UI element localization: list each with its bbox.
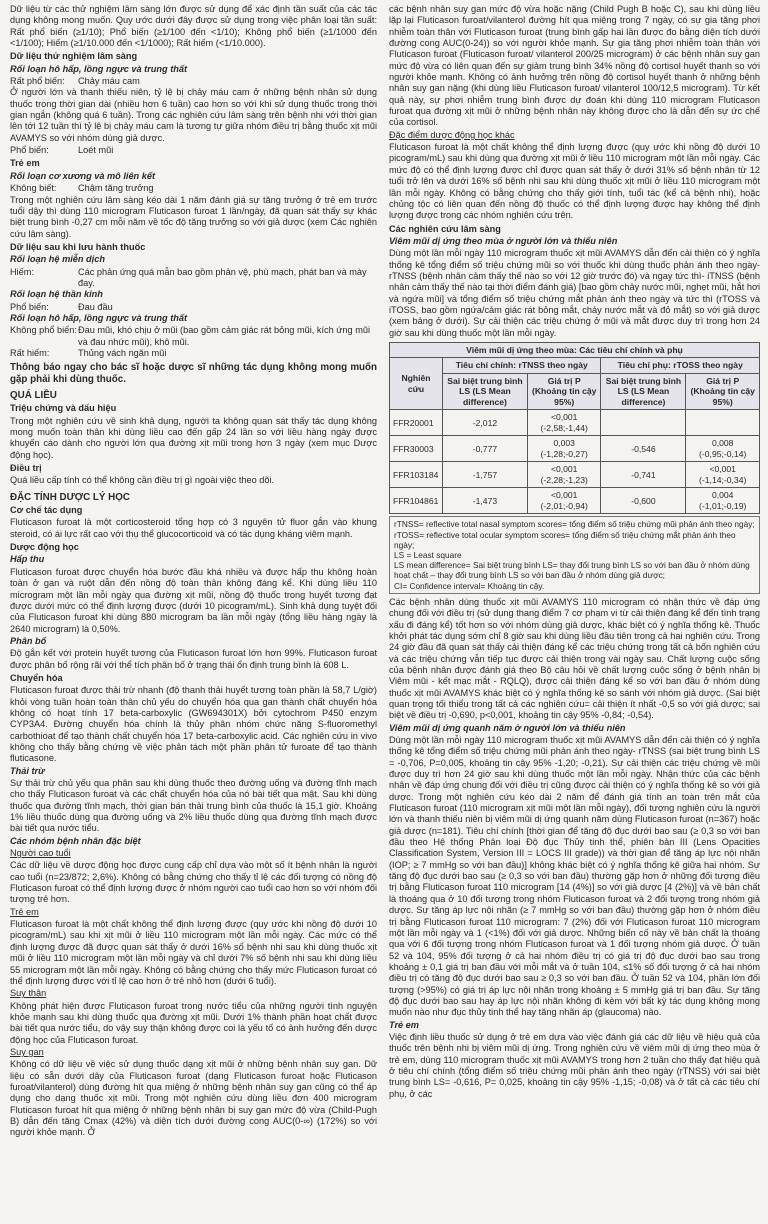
cell-study: FFR30003 [390,436,443,462]
term-row [10,145,377,156]
legend-line: LS mean difference= Sai biệt trung bình LS= thay đổi trung bình LS so với ban đầu ở nhóm dùng hoạt chất – thay đổi trung bình LS so với ban đầu ở nhóm dùng giả dược; [394,560,750,581]
cell-study: FFR20001 [390,410,443,436]
term-value: Chậm tăng trưởng [78,183,154,194]
paragraph: Fluticason furoat là một chất không thể định lượng được (quy ước khi nồng độ dưới 10 picogram/mL) sau khi xịt mũi ở liều 110 microgram một lần mỗi ngày. Các mức có thể định lượng được đã được quan sát thấy ở dưới 16% số bệnh nhi sau khi dùng thuốc xịt mũi ở liều 110 microgram một lần mỗi ngày và chỉ dưới 7% số bệnh nhi sau khi dùng liều 55 microgram một lần mỗi ngày. Không có bằng chứng cho thấy mức Fluticason furoat có thể định lượng được với tỉ lệ cao hơn ở trẻ nhỏ hơn (dưới 6 tuổi). [10,919,377,986]
term-row [10,183,377,194]
right-top-block [389,4,760,339]
subsection-heading: Trẻ em [389,1019,419,1030]
term-value: Đau đầu [78,301,113,312]
paragraph: Dùng một lần mỗi ngày 110 microgram thuốc xịt mũi AVAMYS dẫn đến cải thiện có ý nghĩa thống kê tổng điểm số triệu chứng mũi phản ánh theo ngày- rTNSS (sai biệt trung bình LS = -0,706, P=0,005, khoảng tin cậy 95% -1,20; -0,21). Sự cải thiện các triệu chứng về mũi được duy trì hơn 24 giờ sau khi dùng thuốc một lần mỗi ngày. Nhận thức của các bệnh nhân về đáp ứng chung đối với điều trị cũng được cải thiện có ý nghĩa thống kê so với giả dược. Trong một nghiên cứu kéo dài 2 năm để đánh giá tính an toàn trên mắt của Fluticason furoat (110 microgram xịt mũi một lần mỗi ngày), đối tượng nghiên cứu là người lớn và thanh thiếu niên bị viêm mũi dị ứng quanh năm dùng Fluticason furoat (n=367) hoặc giả dược (n=181). Tiêu chí chính [thời gian để tăng độ đục dưới bao sau (≥ 0,3 so với ban đầu theo Hệ thống Phân loại Độ đục Thủy tinh thể, phiên bản III (Lens Opacities Classification System, Version III = LOCS III grade)) và thời gian để tăng áp lực nội nhãn (IOP; ≥ 7 mmHg so với ban đầu)] không khác biệt có ý nghĩa thống kê giữa hai nhóm. Sự tăng độ đục dưới bao sau (≥ 0,3 so với ban đầu) thường gặp hơn ở những đối tượng điều trị bằng Fluticason furoat 110 microgram [14 (4%)] so với giả dược [4 (2%)] và về bản chất là thoáng qua ở 10 đối tượng trong nhóm Fluticason furoat và 2 đối tượng trong nhóm giả dược. Sự tăng áp lực nội nhãn (≥ 7 mmHg so với ban đầu) thường gặp hơn ở nhóm điều trị bằng Fluticason furoat 110 microgram: 7 (2%) đối với Fluticason furoat 110 microgram một lần mỗi ngày và 1 (<1%) đối với giả dược. Những biến cố này về bản chất là thoáng qua với 6 đối tượng trong nhóm Fluticason furoat và 1 đối tượng nhóm giả dược. Ở tuần 52 và 104, 95% đối tượng ở cả hai nhóm điều trị có giá trị độ đục dưới bao sau trong khoảng ± 0,1 giá trị ban đầu với mỗi mắt và ở tuần 104, ≤1% số đối tượng ở cả hai nhóm điều trị có tăng độ đục dưới bao sau ≥ 0,3 so với ban đầu. Ở tuần 52 và 104, phần lớn đối tượng (>95%) có giá trị áp lực nội nhãn trong khoảng ± 5 mmHg giá trị ban đầu. Sự tăng độ đục dưới bao sau hay áp lực nội nhãn không đi kèm với bất kỳ tác dụng không mong muốn nào như đục thủy tinh thể hay tăng nhãn áp (glaucoma) nào. [389,735,760,1018]
chapter-heading: QUÁ LIỀU [10,390,57,401]
paragraph: Fluticason furoat được thải trừ nhanh (độ thanh thải huyết tương toàn phần là 58,7 L/giờ) khỏi vòng tuần hoàn toàn thân chủ yếu do chuyển hóa qua gan thành chất chuyển hóa không có hoạt tính 17 beta-carboxylic (GW694301X) bởi cytochrom P450 enzym CYP3A4. Đường chuyển hóa chính là thủy phân nhóm chức năng S-fluoromethyl carbothioat để tạo thành chất chuyển hóa 17 beta-carboxylic acid. Các nghiên cứu in vivo không cho thấy bằng chứng về việc phân tách một phần phân tử furoate để tạo thành fluticasone. [10,685,377,764]
term-row [10,348,377,359]
term-row [10,325,377,348]
section-heading: Dữ liệu sau khi lưu hành thuốc [10,241,146,252]
subsection-heading: Phân bố [10,635,47,646]
section-heading: Chuyển hóa [10,672,63,683]
col-study-header: Nghiên cứu [390,358,443,410]
cell-p-p: <0,001 (-2,01;-0,94) [527,488,601,514]
section-heading: Dữ liệu thử nghiệm lâm sàng [10,51,138,62]
paragraph: Các bệnh nhân dùng thuốc xịt mũi AVAMYS 110 microgram có nhận thức về đáp ứng chung đối với điều trị (sử dụng thang điểm 7 cơ phạm vi từ cải thiện đáng kể đến tình trạng xấu đi đáng kể) tốt hơn so với nhóm dùng giả dược, khác biệt có ý nghĩa thống kê. Thuốc khởi phát tác dụng sớm chỉ 8 giờ sau khi dùng liều đầu tiên trong cả hai nghiên cứu. Trong 24 giờ đầu đã quan sát thấy cải thiện đáng kể các triệu chứng trong tất cả bốn nghiên cứu và các triệu chứng vẫn tiếp tục được cải thiện trong vài ngày sau. Chất lượng cuộc sống của bệnh nhân được đánh giá theo Bộ câu hỏi về chất lượng cuộc sống ở bệnh nhân bị Viêm mũi - kết mạc mắt - RQLQ), được cải thiện đáng kể so với ban đầu ở nhóm dùng thuốc xịt mũi AVAMYS khác biệt có ý nghĩa thống kê so sánh với nhóm giả dược. (Sai biệt quan trọng tối thiểu trong tất cả các nghiên cứu= cải thiện ít nhất -0,5 so với giả dược; sai biệt về điều trị -0,690, p<0,001, khoảng tin cậy 95% -0,84; -0,54). [389,596,760,721]
section-heading: Các nghiên cứu lâm sàng [389,223,501,234]
table-title: Viêm mũi dị ứng theo mùa: Các tiêu chí chính và phụ [390,342,760,358]
paragraph: Trong một nghiên cứu về sinh khả dụng, người ta không quan sát thấy tác dụng không mong muốn toàn thân khi dùng liều cao đến gấp 24 lần so với liều hàng ngày được khuyến cáo dành cho người lớn qua đường xịt mũi trong hơn 3 ngày (xem mục Dược động học). [10,415,377,460]
paragraph: Các dữ liệu về dược động học được cung cấp chỉ dựa vào một số ít bệnh nhân là người cao tuổi (n=23/872; 2,6%). Không có bằng chứng cho thấy tỉ lệ các đối tượng có nồng độ Fluticason furoat có thể định lượng được ở nhóm người cao tuổi cao hơn so với nhóm đối tượng trẻ hơn. [10,860,377,905]
results-table [389,342,760,515]
paragraph: Không phát hiện được Fluticason furoat trong nước tiểu của những người tình nguyện khỏe mạnh sau khi dùng thuốc qua đường xịt mũi. Dưới 1% thành phần hoạt chất được bài tiết qua nước tiểu, do vậy suy thận không được coi là yếu tố có ảnh hưởng đến dược động học của Fluticason furoat. [10,1000,377,1045]
p-header-primary: Giá trị P (Khoảng tin cậy 95%) [527,373,601,410]
term-row [10,302,377,313]
paragraph: Fluticason furoat là một corticosteroid tổng hợp có 3 nguyên tử fluor gắn vào khung steroid, có ái lực rất cao với thụ thể glucocorticoid và có tác dụng kháng viêm mạnh. [10,517,377,539]
subsection-heading: Rối loạn hô hấp, lồng ngực và trung thất [10,63,188,74]
paragraph: Độ gắn kết với protein huyết tương của Fluticason furoat lớn hơn 99%. Fluticason furoat được phân bố rộng rãi với thể tích phân bố ở trạng thái ổn định trung bình là 608 L. [10,648,377,670]
term-value: Loét mũi [78,145,114,156]
paragraph: Dữ liệu từ các thử nghiệm lâm sàng lớn được sử dụng để xác định tần suất của các tác dụng không mong muốn. Quy ước dưới đây được sử dụng trong việc phân loại tần suất: Rất phổ biến (≥1/10); Phổ biến (≥1/100 đến <1/10); Không phổ biến (≥1/1000 đến <1/100); Hiếm (≥1/10.000 đến <1/1000); Rất hiếm (<1/10.000). [10,4,377,49]
paragraph: Dùng một lần mỗi ngày 110 microgram thuốc xịt mũi AVAMYS dẫn đến cải thiện có ý nghĩa thống kê tổng điểm số triệu chứng mũi so với thuốc khi dùng thuốc phản ánh theo ngày- rTNSS (bệnh nhân cảm thấy thế nào so với 12 giờ trước đó) và ngay tức thì- iTNSS (bệnh nhân cảm thấy thế nào tại thời điểm đánh giá) [bao gồm chảy nước mũi, nghẹt mũi, hắt hơi và ngứa mũi] và tổng điểm số triệu chứng mắt phản ánh theo ngày và tức thì (rTOSS và iTOSS, bao gồm ngứa/cảm giác rát bỏng mắt, chảy nước mắt và đỏ mắt) so với giả dược (xem bảng ở dưới). Sự cải thiện các triệu chứng ở mũi và mắt được duy trì trong hơn 24 giờ sau khi dùng thuốc một lần mỗi ngày. [389,248,760,338]
paragraph: Ở người lớn và thanh thiếu niên, tỷ lệ bị chảy máu cam ở những bệnh nhân sử dụng thuốc trong thời gian dài (nhiều hơn 6 tuần) cao hơn so với khi sử dụng thuốc trong thời gian ngắn (không quá 6 tuần). Trong các nghiên cứu lâm sàng trên bệnh nhi với thời gian lên tới 12 tuần thì tỷ lệ bị chảy máu cam là tương tự giữa nhóm điều trị bằng thuốc xịt mũi AVAMYS so với nhóm dùng giả dược. [10,87,377,143]
term-frequency: Không biết: [10,183,57,194]
subsection-heading: Rối loạn hệ miễn dịch [10,254,105,265]
ls-header-primary: Sai biệt trung bình LS (LS Mean difference) [443,373,528,410]
term-value: Thủng vách ngăn mũi [78,347,167,358]
cell-s-ls: -0,600 [601,488,686,514]
paragraph: Fluticason furoat được chuyển hóa bước đầu khá nhiều và được hấp thu không hoàn toàn ở gan và ruột dẫn đến nồng độ toàn thân không đáng kể. Khi dùng liều 110 microgram một lần mỗi ngày qua đường xịt mũi, nồng độ thuốc trong huyết tương đạt được dưới mức có thể định lượng được (dưới 10 picogram/mL). Sinh khả dụng tuyệt đối của Fluticason furoat khi dùng 880 microgram ba lần mỗi ngày (tổng liều hàng ngày là 2640 microgram) là 0,50%. [10,566,377,634]
term-frequency: Phổ biến: [10,301,49,312]
subsection-heading: Viêm mũi dị ứng theo mùa ở người lớn và thiếu niên [389,235,618,246]
subsection-heading: Viêm mũi dị ứng quanh năm ở người lớn và thiếu niên [389,722,626,733]
warning-note: Thông báo ngay cho bác sĩ hoặc dược sĩ những tác dụng không mong muốn gặp phải khi dùng thuốc. [10,362,377,385]
legend-line: CI= Confidence interval= Khoảng tin cậy. [394,580,545,591]
cell-p-ls: -2,012 [443,410,528,436]
p-header-secondary: Giá trị P (Khoảng tin cậy 95%) [686,373,760,410]
cell-s-p [686,410,760,436]
cell-study: FFR104861 [390,488,443,514]
legend-line: rTNSS= reflective total nasal symptom scores= tổng điểm số triệu chứng mũi phản ánh theo ngày; [394,519,755,530]
underlined-heading: Suy thận [10,988,47,999]
primary-header: Tiêu chí chính: rTNSS theo ngày [443,358,601,374]
cell-p-p: 0,003 (-1,28;-0,27) [527,436,601,462]
term-frequency: Rất phổ biến: [10,76,65,87]
cell-p-ls: -1,473 [443,488,528,514]
section-heading: Điều trị [10,463,42,474]
cell-s-p: 0,004 (-1,01;-0,19) [686,488,760,514]
right-column [389,4,760,1220]
table-row [390,410,760,436]
paragraph: các bệnh nhân suy gan mức độ vừa hoặc nặng (Child Pugh B hoặc C), sau khi dùng liều lặp lại Fluticason furoat/vilanterol đường hít qua miệng trong 7 ngày, có sự gia tăng phơi nhiễm toàn thân với Fluticason furoat (trung bình gấp hai lần được đo bằng diện tích dưới đường cong AUC(0-24)) so với người khỏe mạnh. Sự gia tăng phơi nhiễm toàn thân với Fluticason furoat (Fluticason furoat/ vilanterol 200/25 microgram) ở các bệnh nhân suy gan mức độ vừa có liên quan đến sự giảm trung bình 34% nồng độ cortisol huyết thanh so với người khỏe mạnh. Không có ảnh hưởng trên nồng độ cortisol huyết thanh ở những bệnh nhân suy gan nặng (khi dùng liều Fluticason furoat/ vilanterol 100/12,5 microgram). Từ kết quả này, sự phơi nhiễm trung bình được dự đoán khi dùng 110 microgram Fluticason furoat qua đường xịt mũi ở những bệnh nhân này không được cho là dẫn đến sự ức chế của cortisol. [389,4,760,128]
underlined-heading: Đặc điểm dược động học khác [389,129,515,140]
term-value: Chảy máu cam [78,76,140,87]
underlined-heading: Suy gan [10,1046,44,1057]
term-frequency: Không phổ biến: [10,325,77,336]
right-bottom-block [389,597,760,1100]
left-column [10,4,377,1220]
cell-s-p: 0,008 (-0,95;-0,14) [686,436,760,462]
cell-s-p: <0,001 (-1,14;-0,34) [686,462,760,488]
subsection-heading: Rối loạn hô hấp, lồng ngực và trung thất [10,312,188,323]
subsection-heading: Rối loạn hệ thần kinh [10,289,103,300]
section-heading: Triệu chứng và dấu hiệu [10,403,117,414]
term-frequency: Hiếm: [10,266,34,277]
subsection-heading: Các nhóm bệnh nhân đặc biệt [10,835,141,846]
underlined-heading: Người cao tuổi [10,848,71,859]
paragraph: Không có dữ liệu về việc sử dụng thuốc dạng xịt mũi ở những bệnh nhân suy gan. Dữ liệu có sẵn dưới dây của Fluticason furoat (dạng Fluticason furoat hoặc Fluticason furoat/vilanterol) dùng đường hít qua miệng ở những bệnh nhân suy gan cũng có thể áp dụng cho dạng thuốc xịt mũi. Trong một nghiên cứu dùng liều đơn 400 microgram Fluticason furoat hít qua miệng ở những bệnh nhân bị suy gan mức độ vừa (Child-Pugh B) dẫn đến tăng Cmax (42%) và diện tích dưới đường cong AUC(0-∞) (172%) so với người khỏe mạnh. Ở [10,1059,377,1138]
table-row [390,462,760,488]
paragraph: Việc định liều thuốc sử dụng ở trẻ em dựa vào việc đánh giá các dữ liệu về hiệu quả của thuốc trên bệnh nhi bị viêm mũi dị ứng. Trong nghiên cứu về viêm mũi dị ứng theo mùa ở trẻ em, dùng 110 microgram thuốc xịt mũi AVAMYS trong hơn 2 tuần cho thấy đạt hiệu quả ở tiêu chí chính (tổng điểm số triệu chứng mũi phản ánh theo ngày (rTNSS) với sai biệt trung bình LS= -0,616, P= 0,025, khoảng tin cậy 95% -1,15; -0,08) và ở tất cả các tiêu chí phụ, ở các [389,1031,760,1099]
legend-line: LS = Least square [394,550,462,561]
subsection-heading: Rối loạn cơ xương và mô liên kết [10,170,155,181]
term-frequency: Phổ biến: [10,145,49,156]
cell-s-ls: -0,741 [601,462,686,488]
table-legend [389,516,760,593]
paragraph: Trong một nghiên cứu lâm sàng kéo dài 1 năm đánh giá sự tăng trưởng ở trẻ em trước tuổi dậy thì dùng 110 microgram Fluticason furoat 1 lần/ngày, đã quan sát thấy sự khác biệt trung bình -0,27 cm mỗi năm về tốc độ tăng trưởng so với giả dược (xem Các nghiên cứu lâm sàng). [10,194,377,239]
table-row [390,436,760,462]
term-row [10,76,377,87]
cell-p-p: <0,001 (-2,28;-1,23) [527,462,601,488]
cell-p-ls: -1,757 [443,462,528,488]
cell-s-ls [601,410,686,436]
chapter-heading: ĐẶC TÍNH DƯỢC LÝ HỌC [10,491,130,503]
section-heading: Cơ chế tác dụng [10,505,83,516]
section-heading: Dược động học [10,542,79,553]
secondary-header: Tiêu chí phụ: rTOSS theo ngày [601,358,760,374]
subsection-heading: Thải trừ [10,765,45,776]
paragraph: Quá liều cấp tính có thể không cần điều trị gì ngoài việc theo dõi. [10,475,275,486]
term-frequency: Rất hiếm: [10,347,50,358]
subsection-heading: Hấp thu [10,554,45,565]
paragraph: Fluticason furoat là một chất không thể định lượng được (quy ước khi nồng độ dưới 10 picogram/mL) sau khi dùng qua đường xịt mũi ở liều 110 microgram một lần mỗi ngày. Các mức độ có thể định lượng được chỉ được quan sát thấy ở dưới 31% số bệnh nhân từ 12 tuổi trở lên và dưới 16% số bệnh nhi sau khi dùng thuốc xịt mũi ở liều 110 microgram một lần mỗi ngày. Không có bằng chứng cho thấy giới tính, tuổi tác (kể cả bệnh nhi), hoặc chủng tộc có liên quan đến nồng độ thuốc có thể định lượng được hay không thể định lượng được trong các nhóm nghiên cứu trên. [389,142,760,221]
term-value: Đau mũi, khó chịu ở mũi (bao gồm cảm giác rát bỏng mũi, kích ứng mũi và đau nhức mũi), khô mũi. [78,325,371,347]
paragraph: Sự thải trừ chủ yếu qua phân sau khi dùng thuốc theo đường uống và đường tĩnh mạch cho thấy Fluticason furoat và các chất chuyển hóa của nó bài tiết qua mật. Sau khi dùng thuốc qua đường tĩnh mạch, thời gian bán thải trung bình của thuốc là 15,1 giờ. Khoảng 1% liều thuốc dùng qua đường uống và 2% liều thuốc dùng qua đường tĩnh mạch được bài tiết qua nước tiểu. [10,778,377,834]
cell-s-ls: -0,546 [601,436,686,462]
cell-p-ls: -0,777 [443,436,528,462]
cell-study: FFR103184 [390,462,443,488]
section-heading: Trẻ em [10,158,40,169]
underlined-heading: Trẻ em [10,906,39,917]
legend-line: rTOSS= reflective total ocular symptom scores= tổng điểm số triệu chứng mắt phản ánh theo ngày; [394,529,736,550]
term-row [10,267,377,290]
table-row [390,488,760,514]
cell-p-p: <0,001 (-2,58;-1,44) [527,410,601,436]
ls-header-secondary: Sai biệt trung bình LS (LS Mean difference) [601,373,686,410]
term-value: Các phản ứng quá mẫn bao gồm phản vệ, phù mạch, phát ban và mày đay. [78,266,367,288]
